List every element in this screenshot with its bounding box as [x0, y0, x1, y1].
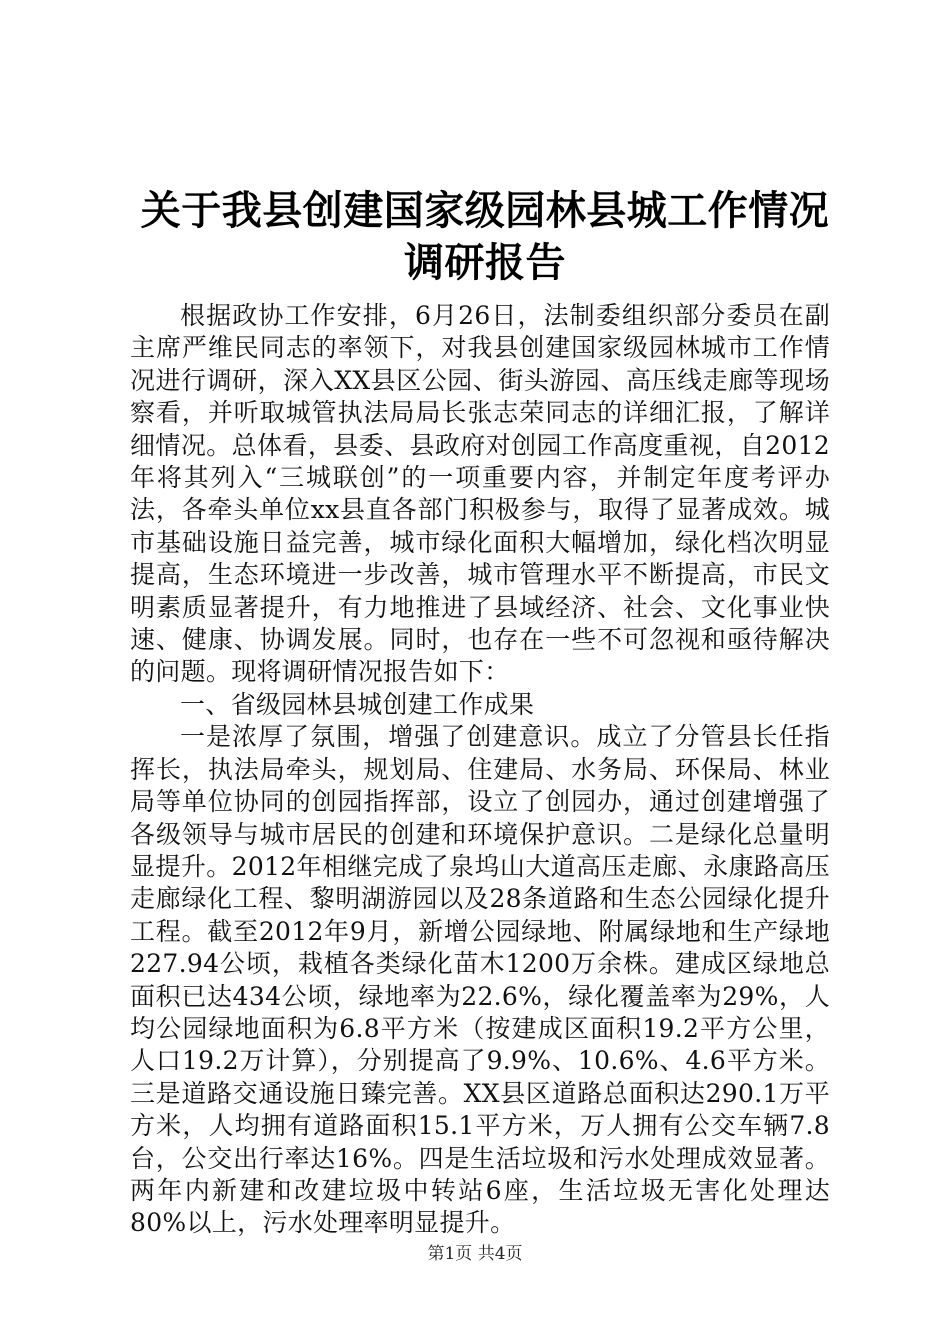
section-heading: 一、省级园林县城创建工作成果: [180, 689, 535, 719]
document-body: [130, 300, 830, 1240]
document-title: 关于我县创建国家级园林县城工作情况调研报告: [140, 187, 830, 286]
paragraph-intro: 根据政协工作安排，6月26日，法制委组织部分委员在副主席严维民同志的率领下，对我县创建国家级园林城市工作情况进行调研，深入XX县区公园、街头游园、高压线走廊等现场察看，并听取城管执法局局长张志荣同志的详细汇报，了解详细情况。总体看，县委、县政府对创园工作高度重视，自2012年将其列入“三城联创”的一项重要内容，并制定年度考评办法，各牵头单位xx县直各部门积极参与，取得了显著成效。城市基础设施日益完善，城市绿化面积大幅增加，绿化档次明显提高，生态环境进一步改善，城市管理水平不断提高，市民文明素质显著提升，有力地推进了县域经济、社会、文化事业快速、健康、协调发展。同时，也存在一些不可忽视和亟待解决的问题。现将调研情况报告如下：: [130, 301, 830, 687]
page-number-footer: 第1页 共4页: [427, 1244, 523, 1264]
paragraph-achievements: 一是浓厚了氛围，增强了创建意识。成立了分管县长任指挥长，执法局牵头，规划局、住建局、水务局、环保局、林业局等单位协同的创园指挥部，设立了创园办，通过创建增强了各级领导与城市居民的创建和环境保护意识。二是绿化总量明显提升。2012年相继完成了泉坞山大道高压走廊、永康路高压走廊绿化工程、黎明湖游园以及28条道路和生态公园绿化提升工程。截至2012年9月，新增公园绿地、附属绿地和生产绿地227.94公顷，栽植各类绿化苗木1200万余株。建成区绿地总面积已达434公顷，绿地率为22.6%，绿化覆盖率为29%，人均公园绿地面积为6.8平方米（按建成区面积19.2平方公里，人口19.2万计算），分别提高了9.9%、10.6%、4.6平方米。三是道路交通设施日臻完善。XX县区道路总面积达290.1万平方米，人均拥有道路面积15.1平方米，万人拥有公交车辆7.8台，公交出行率达16%。四是生活垃圾和污水处理成效显著。两年内新建和改建垃圾中转站6座，生活垃圾无害化处理达80%以上，污水处理率明显提升。: [130, 722, 830, 1238]
